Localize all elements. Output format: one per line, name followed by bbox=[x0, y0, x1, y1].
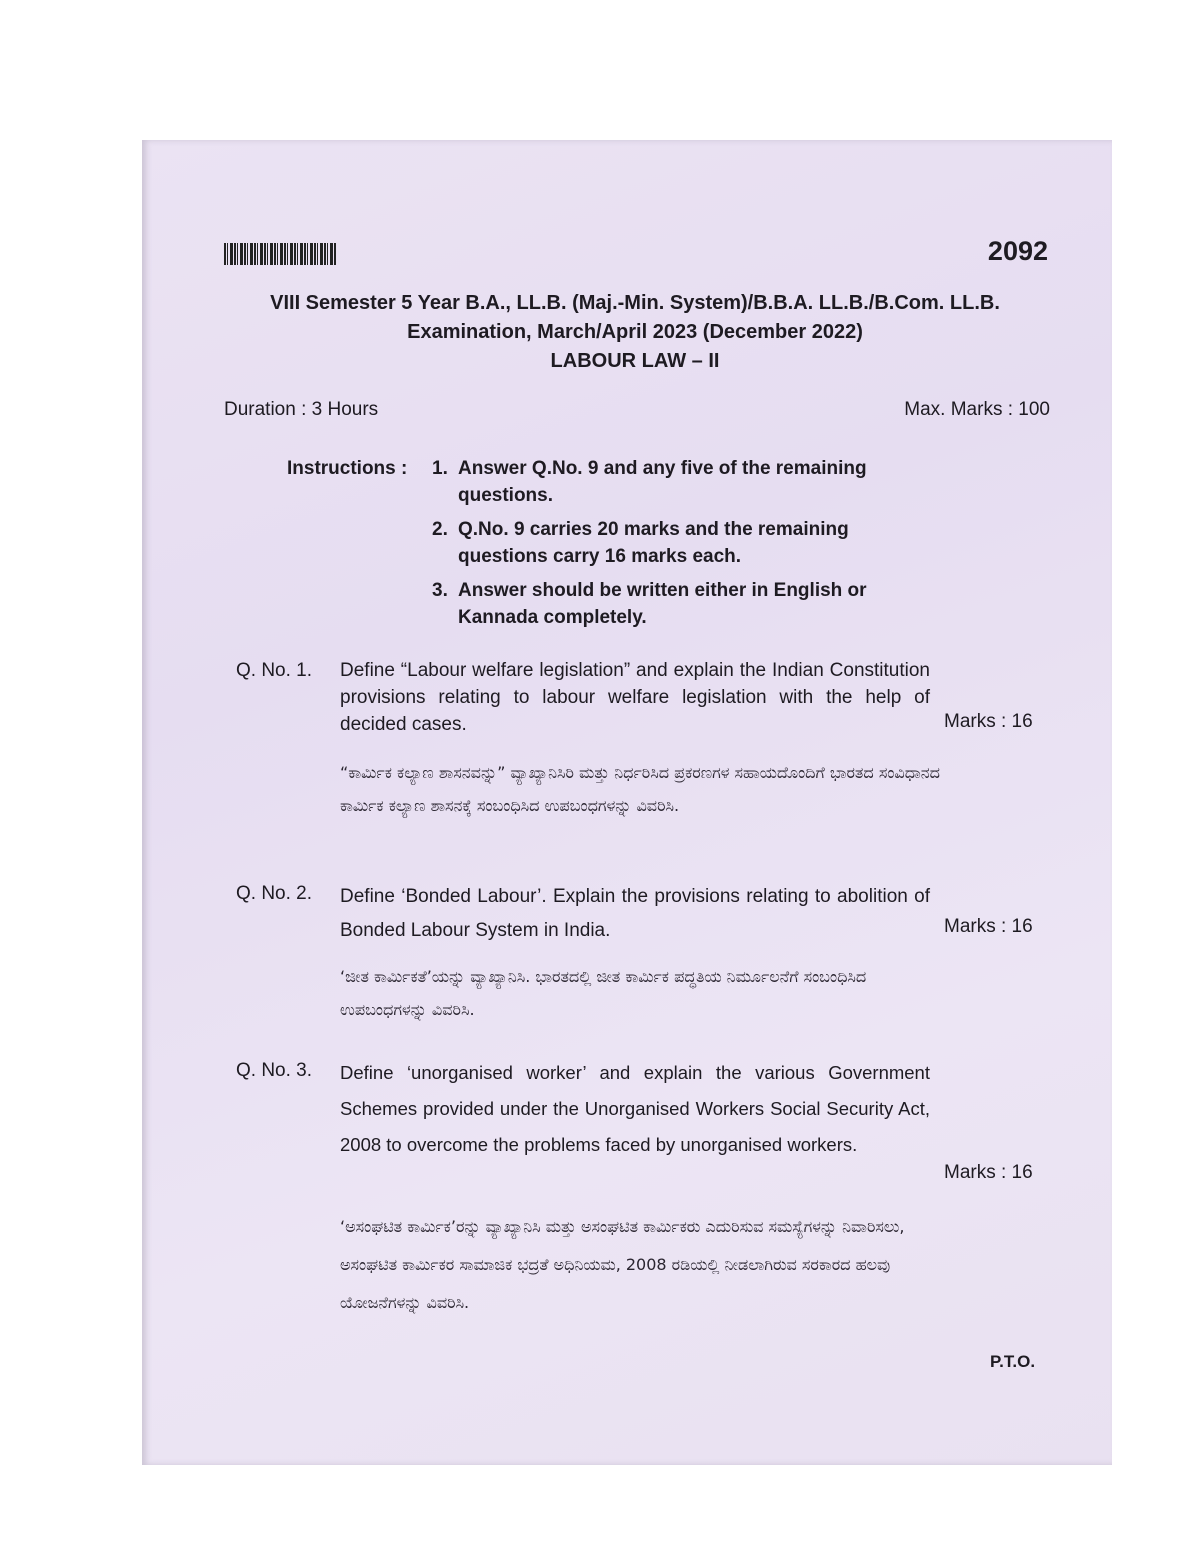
instruction-text: Answer should be written either in English or Kannada completely. bbox=[458, 580, 867, 628]
instruction-item bbox=[432, 577, 937, 631]
instruction-number: 2. bbox=[432, 519, 448, 540]
instruction-text: Q.No. 9 carries 20 marks and the remaining questions carry 16 marks each. bbox=[458, 519, 849, 567]
instruction-number: 1. bbox=[432, 458, 448, 479]
instruction-number: 3. bbox=[432, 580, 448, 601]
question-text: Define ‘Bonded Labour’. Explain the provisions relating to abolition of Bonded Labour System in India. bbox=[340, 886, 930, 941]
question-number: Q. No. 2. bbox=[236, 883, 313, 904]
question-marks: Marks : 16 bbox=[944, 1162, 1033, 1183]
question-number: Q. No. 1. bbox=[236, 660, 313, 681]
duration: Duration : 3 Hours bbox=[224, 399, 379, 420]
instructions-label: Instructions : bbox=[287, 458, 408, 479]
instruction-text: Answer Q.No. 9 and any five of the remaining questions. bbox=[458, 458, 867, 506]
question-text: Define ‘unorganised worker’ and explain the various Government Schemes provided under the Unorganised Workers Social Security Act, 2008 to overcome the problems faced by unorganised workers. bbox=[340, 1062, 930, 1155]
barcode bbox=[224, 243, 336, 265]
instruction-item bbox=[432, 516, 937, 570]
subject-title: LABOUR LAW – II bbox=[550, 350, 720, 372]
question-text-kannada: ‘ಜೀತ ಕಾರ್ಮಿಕತೆ’ಯನ್ನು ವ್ಯಾಖ್ಯಾನಿಸಿ. ಭಾರತದಲ್ಲಿ ಜೀತ ಕಾರ್ಮಿಕ ಪದ್ಧತಿಯ ನಿರ್ಮೂಲನೆಗೆ ಸಂಬಂಧಿಸಿದ ಉಪಬಂಧಗಳನ್ನು ವಿವರಿಸಿ. bbox=[340, 967, 867, 1019]
max-marks: Max. Marks : 100 bbox=[904, 399, 1050, 420]
exam-title-line1: VIII Semester 5 Year B.A., LL.B. (Maj.-Min. System)/B.B.A. LL.B./B.Com. LL.B. bbox=[270, 292, 1000, 314]
instruction-item bbox=[432, 455, 937, 509]
question-number: Q. No. 3. bbox=[236, 1060, 313, 1081]
question-text-kannada: “ಕಾರ್ಮಿಕ ಕಲ್ಯಾಣ ಶಾಸನವನ್ನು” ವ್ಯಾಖ್ಯಾನಿಸಿರಿ ಮತ್ತು ನಿರ್ಧರಿಸಿದ ಪ್ರಕರಣಗಳ ಸಹಾಯದೊಂದಿಗೆ ಭಾರತದ ಸಂವಿಧಾನದ ಕಾರ್ಮಿಕ ಕಲ್ಯಾಣ ಶಾಸನಕ್ಕೆ ಸಂಬಂಧಿಸಿದ ಉಪಬಂಧಗಳನ್ನು ವಿವರಿಸಿ. bbox=[340, 763, 940, 815]
question-marks: Marks : 16 bbox=[944, 916, 1033, 937]
paper-code: 2092 bbox=[987, 236, 1048, 266]
question-text: Define “Labour welfare legislation” and explain the Indian Constitution provisions relating to labour welfare legislation with the help of decided cases. bbox=[340, 660, 930, 735]
please-turn-over: P.T.O. bbox=[990, 1352, 1036, 1371]
question-marks: Marks : 16 bbox=[944, 711, 1033, 732]
question-text-kannada: ‘ಅಸಂಘಟಿತ ಕಾರ್ಮಿಕ’ರನ್ನು ವ್ಯಾಖ್ಯಾನಿಸಿ ಮತ್ತು ಅಸಂಘಟಿತ ಕಾರ್ಮಿಕರು ಎದುರಿಸುವ ಸಮಸ್ಯೆಗಳನ್ನು ನಿವಾರಿಸಲು, ಅಸಂಘಟಿತ ಕಾರ್ಮಿಕರ ಸಾಮಾಜಿಕ ಭದ್ರತೆ ಅಧಿನಿಯಮ, 2008 ರಡಿಯಲ್ಲಿ ನೀಡಲಾಗಿರುವ ಸರಕಾರದ ಹಲವು ಯೋಜನೆಗಳನ್ನು ವಿವರಿಸಿ. bbox=[340, 1217, 905, 1312]
exam-title-line2: Examination, March/April 2023 (December 2022) bbox=[407, 321, 863, 343]
